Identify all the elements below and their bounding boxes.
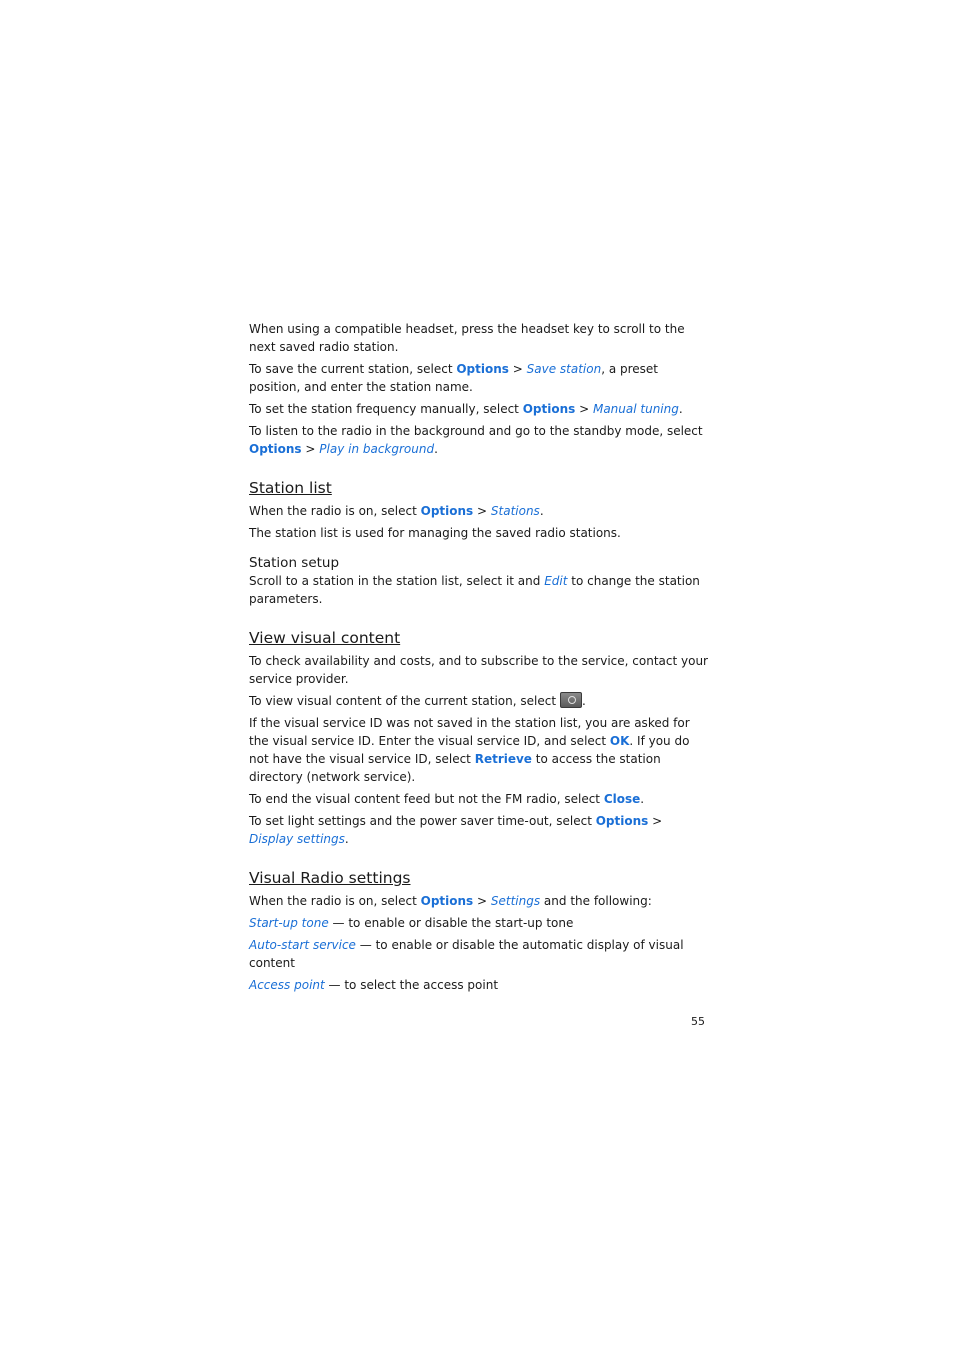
text: .	[678, 402, 683, 416]
options-link: Options	[522, 402, 576, 416]
stations-link: Stations	[490, 504, 540, 518]
text: . If you do not have the visual service ID, select	[249, 734, 690, 766]
setting-item-auto-start	[249, 936, 709, 972]
text: .	[640, 792, 645, 806]
auto-start-term: Auto-start service	[249, 938, 356, 952]
text: To set light settings and the power saver time-out, select	[249, 814, 596, 828]
retrieve-link: Retrieve	[474, 752, 532, 766]
paragraph-service-id	[249, 714, 709, 786]
setting-description: — to enable or disable the start-up tone	[328, 916, 574, 930]
separator: >	[575, 402, 593, 416]
text: To save the current station, select	[249, 362, 457, 376]
paragraph-close-feed	[249, 790, 709, 808]
text: To listen to the radio in the background and go to the standby mode, select	[249, 424, 703, 438]
paragraph-station-list-use: The station list is used for managing the saved radio stations.	[249, 526, 621, 540]
visual-radio-settings-heading: Visual Radio settings	[249, 869, 411, 887]
station-setup-heading: Station setup	[249, 555, 340, 571]
paragraph-view-visual	[249, 692, 709, 710]
paragraph-stations	[249, 502, 709, 520]
text: .	[344, 832, 349, 846]
options-link: Options	[249, 442, 302, 456]
separator: >	[508, 362, 527, 376]
setting-item-startup-tone	[249, 914, 709, 932]
text: When the radio is on, select	[249, 504, 421, 518]
paragraph-subscribe: To check availability and costs, and to subscribe to the service, contact your service provider.	[249, 654, 708, 686]
save-station-link: Save station	[526, 362, 602, 376]
text: to access the station directory (network service).	[249, 752, 661, 784]
text: To set the station frequency manually, select	[249, 402, 523, 416]
station-list-heading: Station list	[249, 479, 332, 497]
paragraph-station-setup	[249, 572, 709, 608]
paragraph-background	[249, 422, 709, 458]
text: and the following:	[540, 894, 652, 908]
options-link: Options	[456, 362, 509, 376]
visual-radio-icon	[560, 692, 582, 708]
text: If the visual service ID was not saved in the station list, you are asked for the visual service ID. Enter the visual service ID, and select	[249, 716, 690, 748]
settings-link: Settings	[490, 894, 541, 908]
display-settings-link: Display settings	[249, 832, 345, 846]
separator: >	[473, 504, 491, 518]
text: To end the visual content feed but not the FM radio, select	[249, 792, 604, 806]
options-link: Options	[420, 504, 474, 518]
edit-link: Edit	[544, 574, 568, 588]
separator: >	[648, 814, 663, 828]
page-number: 55	[691, 1015, 705, 1028]
paragraph-save-station	[249, 360, 709, 396]
text: to change the station parameters.	[249, 574, 700, 606]
manual-tuning-link: Manual tuning	[592, 402, 679, 416]
paragraph-manual-tuning	[249, 400, 709, 418]
close-link: Close	[603, 792, 641, 806]
text: .	[582, 694, 586, 708]
page-content	[249, 320, 709, 998]
paragraph-settings	[249, 892, 709, 910]
ok-link: OK	[609, 734, 630, 748]
options-link: Options	[595, 814, 649, 828]
setting-item-access-point	[249, 976, 709, 994]
paragraph-headset: When using a compatible headset, press the headset key to scroll to the next saved radio station.	[249, 322, 685, 354]
text: Scroll to a station in the station list, select it and	[249, 574, 545, 588]
text: When the radio is on, select	[249, 894, 421, 908]
separator: >	[473, 894, 491, 908]
paragraph-display-settings	[249, 812, 709, 848]
setting-description: — to select the access point	[324, 978, 499, 992]
access-point-term: Access point	[249, 978, 325, 992]
separator: >	[301, 442, 320, 456]
setting-description: — to enable or disable the automatic display of visual content	[249, 938, 684, 970]
text: , a preset position, and enter the station name.	[249, 362, 659, 394]
play-in-background-link: Play in background	[319, 442, 435, 456]
startup-tone-term: Start-up tone	[249, 916, 329, 930]
text: .	[539, 504, 544, 518]
text: To view visual content of the current station, select	[249, 694, 557, 708]
text: .	[434, 442, 438, 456]
options-link: Options	[420, 894, 474, 908]
view-visual-content-heading: View visual content	[249, 629, 401, 647]
